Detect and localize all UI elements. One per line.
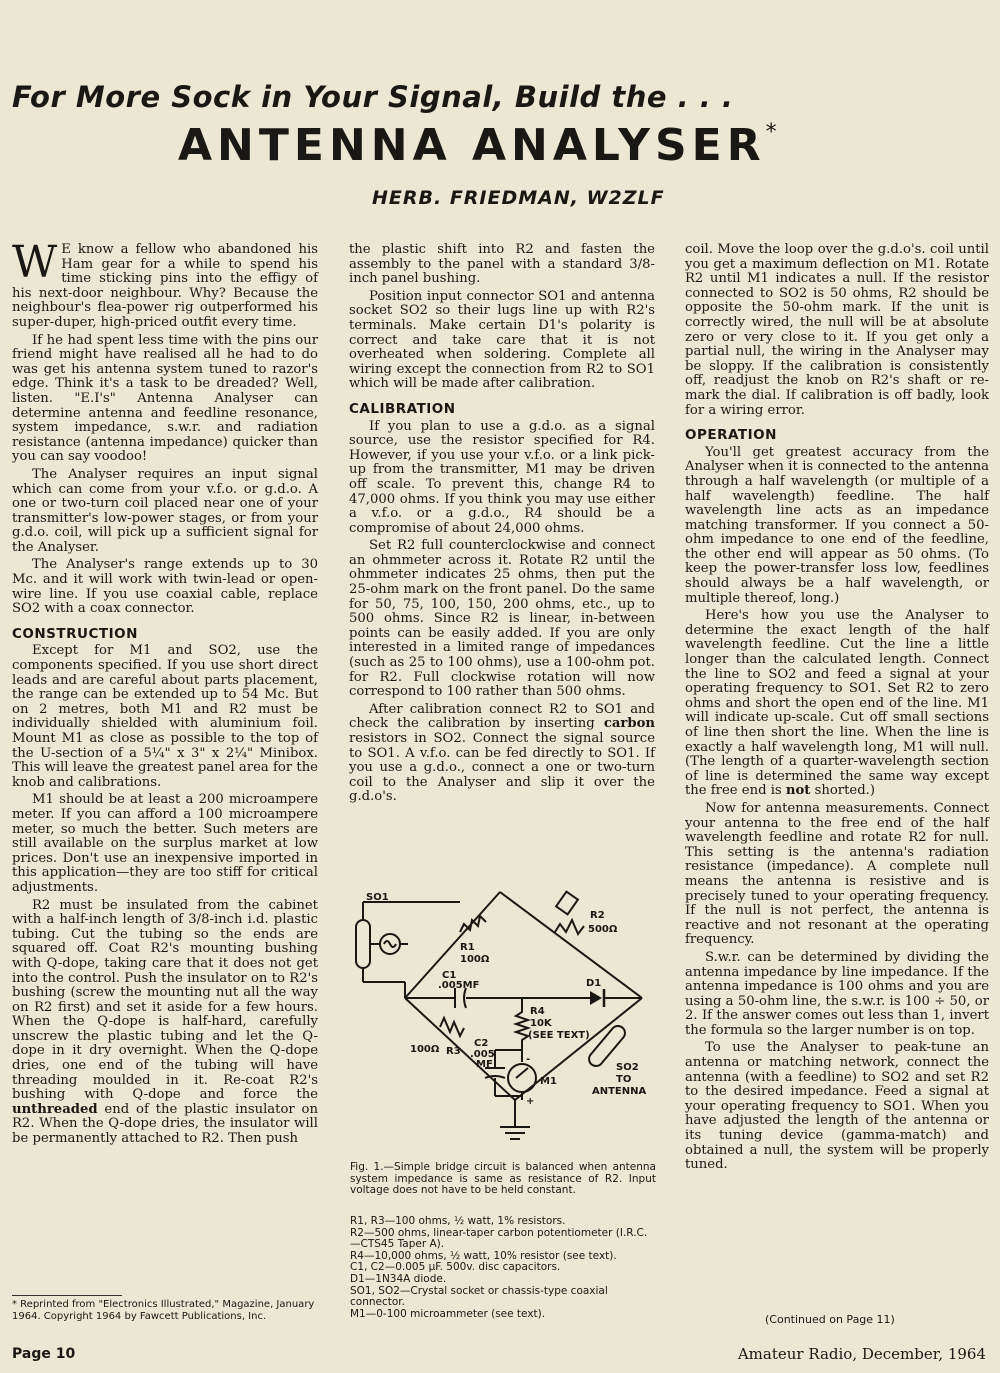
label-r2-value: 500Ω: [588, 924, 618, 935]
label-so2-to: TO: [616, 1074, 632, 1085]
paragraph: You'll get greatest accuracy from the Analyser when it is connected to the antenna through a half wavelength (or multiple of a half wavelength) feedline. The half wavelength line acts as an impedance matching transformer. If you connect a 50-ohm impedance to one end of the feedline, the other end will appear as 50 ohms. (To keep the power-transfer loss low, feedlines should always be a half wavelength, or multiple thereof, long.): [685, 444, 989, 606]
label-c2-unit: MF: [476, 1059, 493, 1070]
publication-line: Amateur Radio, December, 1964: [737, 1345, 986, 1363]
parts-list-item: C1, C2—0.005 μF. 500v. disc capacitors.: [350, 1261, 561, 1274]
intro-text: E know a fellow who abandoned his Ham gear for a while to spend his time sticking pins into the effigy of his next-door neighbour. Why? Because the neighbour's flea-power rig outperformed his super-duper, high-priced outfit every time.: [12, 242, 318, 330]
r2-knob: [556, 892, 578, 915]
section-heading-calibration: CALIBRATION: [349, 400, 456, 417]
column-1: [12, 237, 318, 1150]
continued-notice: (Continued on Page 11): [765, 1313, 895, 1326]
article-kicker: For More Sock in Your Signal, Build the . . .: [12, 80, 734, 114]
label-r3: R3: [446, 1046, 461, 1057]
label-d1: D1: [586, 978, 602, 989]
paragraph: The Analyser requires an input signal which can come from your v.f.o. or g.d.o. A one or two-turn coil placed near one of your transmitter's low-power stages, or from your g.d.o. coil, will pick up a sufficient signal for the Analyser.: [12, 466, 318, 555]
article-byline: HERB. FRIEDMAN, W2ZLF: [372, 187, 665, 209]
circuit-diagram: [350, 872, 660, 1162]
label-meter-plus: +: [526, 1096, 535, 1107]
label-r3-value: 100Ω: [410, 1044, 440, 1055]
label-m1: M1: [540, 1076, 557, 1087]
section-heading-operation: OPERATION: [685, 427, 777, 444]
footnote: [12, 1295, 322, 1323]
paragraph: If you plan to use a g.d.o. as a signal source, use the resistor specified for R4. However, if you use your v.f.o. or a link pick-up from the transmitter, M1 may be driven off scale. To prevent this, change R4 to 47,000 ohms. If you think you may use either a v.f.o. or a g.d.o., R4 should be a compromise of about 24,000 ohms.: [349, 418, 655, 536]
parts-list-item: R1, R3—100 ohms, ½ watt, 1% resistors.: [350, 1215, 566, 1227]
text-run: Here's how you use the Analyser to determine the exact length of the half wavelength feedline. Cut the line a little longer than the calculated length. Connect the line to SO2 and feed a signal at your operating frequency to SO1. Set R2 to zero ohms and short the open end of the line. M1 will indicate up-scale. Cut off small sections of line then short the line. When the line is exactly a half wavelength long, M1 will null. (The length of a quarter-wavelength section of line is determined the same way except the free end is: [685, 608, 989, 799]
text-run: resistors in SO2. Connect the signal source to SO1. A v.f.o. can be fed directly to SO1. If you use a g.d.o., connect a one or two-turn coil to the Analyser and slip it over the g.d.o's.: [349, 731, 655, 805]
paragraph: the plastic shift into R2 and fasten the assembly to the panel with a standard 3/8-inch panel bushing.: [349, 242, 655, 287]
column-3: [685, 243, 989, 1176]
paragraph: Now for antenna measurements. Connect your antenna to the free end of the half wavelength feedline and rotate R2 for null. This setting is the antenna's radiation resistance (impedance). A complete null means the antenna is resistive and is precisely tuned to your operating frequency. If the null is not perfect, the antenna is reactive and not resonant at the operating frequency.: [685, 800, 989, 948]
capacitor-c1-curve: [464, 988, 466, 1008]
title-footnote-mark: *: [765, 120, 777, 145]
page-number: Page 10: [12, 1346, 76, 1362]
label-c2-value: .005: [470, 1049, 495, 1060]
capacitor-c2-curve: [485, 1076, 505, 1078]
meter-needle: [516, 1068, 528, 1078]
parts-list-item: D1—1N34A diode.: [350, 1272, 447, 1285]
label-so2: SO2: [616, 1062, 639, 1073]
paragraph: The Analyser's range extends up to 30 Mc. and it will work with twin-lead or open-wire line. If you use coaxial cable, replace SO2 with a coax connector.: [12, 557, 318, 617]
meter-m1: [508, 1064, 536, 1092]
resistor-r2: [555, 920, 584, 934]
emphasis-text: not: [785, 783, 811, 799]
footnote-rule: [12, 1295, 122, 1296]
paragraph: [12, 899, 318, 1147]
label-c1: C1: [442, 970, 457, 981]
paragraph: S.w.r. can be determined by dividing the antenna impedance by line impedance. If the antenna impedance is 100 ohms and you are using a 50-ohm line, the s.w.r. is 100 ÷ 50, or 2. If the answer comes out less than 1, invert the formula so the larger number is on top.: [685, 949, 989, 1038]
label-r1-value: 100Ω: [460, 954, 490, 965]
paragraph: [685, 609, 989, 799]
parts-list-item: R2—500 ohms, linear-taper carbon potentiometer (I.R.C.—CTS45 Taper A).: [350, 1226, 648, 1251]
paragraph: [349, 703, 655, 805]
intro-paragraph: [12, 237, 318, 331]
diode-d1: [590, 991, 602, 1005]
label-c1-value: .005MF: [438, 980, 480, 991]
figure-caption: Fig. 1.—Simple bridge circuit is balanced when antenna system impedance is same as resistance of R2. Input voltage does not have to be held constant.: [350, 1161, 656, 1196]
paragraph: If he had spent less time with the pins our friend might have realised all he had to do was get his antenna system tuned to razor's edge. Think it's a task to be dreaded? Well, listen. "E.I's" Antenna Analyser can determine antenna and feedline resonance, system impedance, s.w.r. and radiation resistance (antenna impedance) quicker than you can say voodoo!: [12, 332, 318, 465]
resistor-r4: [516, 998, 528, 1050]
sine-symbol: [384, 941, 396, 947]
text-run: shorted.): [814, 783, 875, 799]
title-text: ANTENNA ANALYSER: [178, 120, 766, 171]
parts-list-item: SO1, SO2—Crystal socket or chassis-type coaxial connector.: [350, 1284, 608, 1309]
footnote-text: * Reprinted from "Electronics Illustrated," Magazine, January 1964. Copyright 1964 by Fawcett Publications, Inc.: [12, 1299, 315, 1322]
paragraph: M1 should be at least a 200 microampere meter. If you can afford a 100 microampere meter, so much the better. Such meters are still available on the surplus market at low prices. Don't use an inexpensive imported in this application—they are too stiff for critical adjustments.: [12, 792, 318, 895]
emphasis-text: unthreaded: [12, 1101, 98, 1117]
label-r4-note: (SEE TEXT): [528, 1030, 590, 1041]
section-heading-construction: CONSTRUCTION: [12, 625, 138, 642]
label-r4-value: 10K: [530, 1018, 552, 1029]
paragraph: Except for M1 and SO2, use the components specified. If you use short direct leads and are careful about parts placement, the range can be extended up to 54 Mc. But on 2 metres, both M1 and R2 must be individually shielded with aluminium foil. Mount M1 as close as possible to the top of the U-section of a 5¼" x 3" x 2¼" Minibox. This will leave the greatest panel area for the knob and calibrations.: [12, 643, 318, 790]
label-r4: R4: [530, 1006, 545, 1017]
label-r2: R2: [590, 910, 605, 921]
label-c2: C2: [474, 1038, 489, 1049]
socket-so1: [356, 920, 370, 968]
label-r1: R1: [460, 942, 475, 953]
label-meter-minus: -: [526, 1054, 531, 1065]
text-run: R2 must be insulated from the cabinet with a half-inch length of 3/8-inch i.d. plastic tubing. Cut the tubing so the ends are squared off. Coat R2's mounting bushing with Q-dope, taking care that it does not get into the control. Push the insulator on to R2's bushing (screw the mounting nut all the way on R2 first) and set it aside for a few hours. When the Q-dope is half-hard, carefully unscrew the plastic tubing and let the Q-dope in it dry overnight. When the Q-dope dries, one end of the tubing will have threading moulded in it. Re-coat R2's bushing with Q-dope and force the: [12, 897, 318, 1103]
emphasis-text: carbon: [603, 716, 655, 732]
resistor-r1: [460, 916, 486, 932]
drop-cap: W: [12, 237, 58, 288]
parts-list-item: R4—10,000 ohms, ½ watt, 10% resistor (see text).: [350, 1249, 617, 1262]
paragraph: To use the Analyser to peak-tune an antenna or matching network, connect the antenna (with a feedline) to SO2 and set R2 to the desired impedance. Feed a signal at your operating frequency to SO1. When you have adjusted the length of the antenna or its tuning device (gamma-match) and obtained a null, the system will be properly tuned.: [685, 1040, 989, 1173]
label-so1: SO1: [366, 892, 389, 903]
article-title: [178, 120, 777, 171]
parts-list: [350, 1216, 656, 1320]
label-so2-antenna: ANTENNA: [592, 1086, 647, 1097]
text-run: After calibration connect R2 to SO1 and check the calibration by inserting: [349, 701, 655, 732]
parts-list-item: M1—0-100 microammeter (see text).: [350, 1307, 546, 1320]
column-2: [349, 243, 655, 808]
text-run: end of the plastic insulator on R2. When the Q-dope dries, the insulator will be permanently attached to R2. Then push: [12, 1101, 318, 1147]
paragraph: Position input connector SO1 and antenna socket SO2 so their lugs line up with R2's terminals. Make certain D1's polarity is correct and take care that it is not overheated when soldering. Complete all wiring except the connection from R2 to SO1 which will be made after calibration.: [349, 288, 655, 392]
paragraph: coil. Move the loop over the g.d.o's. coil until you get a maximum deflection on M1. Rotate R2 until M1 indicates a null. If the resistor connected to SO2 is 50 ohms, R2 should be opposite the 50-ohm mark. If the unit is correctly wired, the null will be at absolute zero or very close to it. If you get only a partial null, the wiring in the Analyser may be sloppy. If the calibration is consistently off, readjust the knob on R2's shaft or re-mark the dial. If calibration is off badly, look for a wiring error.: [685, 242, 989, 418]
paragraph: Set R2 full counterclockwise and connect an ohmmeter across it. Rotate R2 until the ohmmeter indicates 25 ohms, then put the 25-ohm mark on the front panel. Do the same for 50, 75, 100, 150, 200 ohms, etc., up to 500 ohms. Since R2 is linear, in-between points can be easily added. If you are only interested in a limited range of impedances (such as 25 to 100 ohms), use a 100-ohm pot. for R2. Full clockwise rotation will now correspond to 100 rather than 500 ohms.: [349, 538, 655, 700]
